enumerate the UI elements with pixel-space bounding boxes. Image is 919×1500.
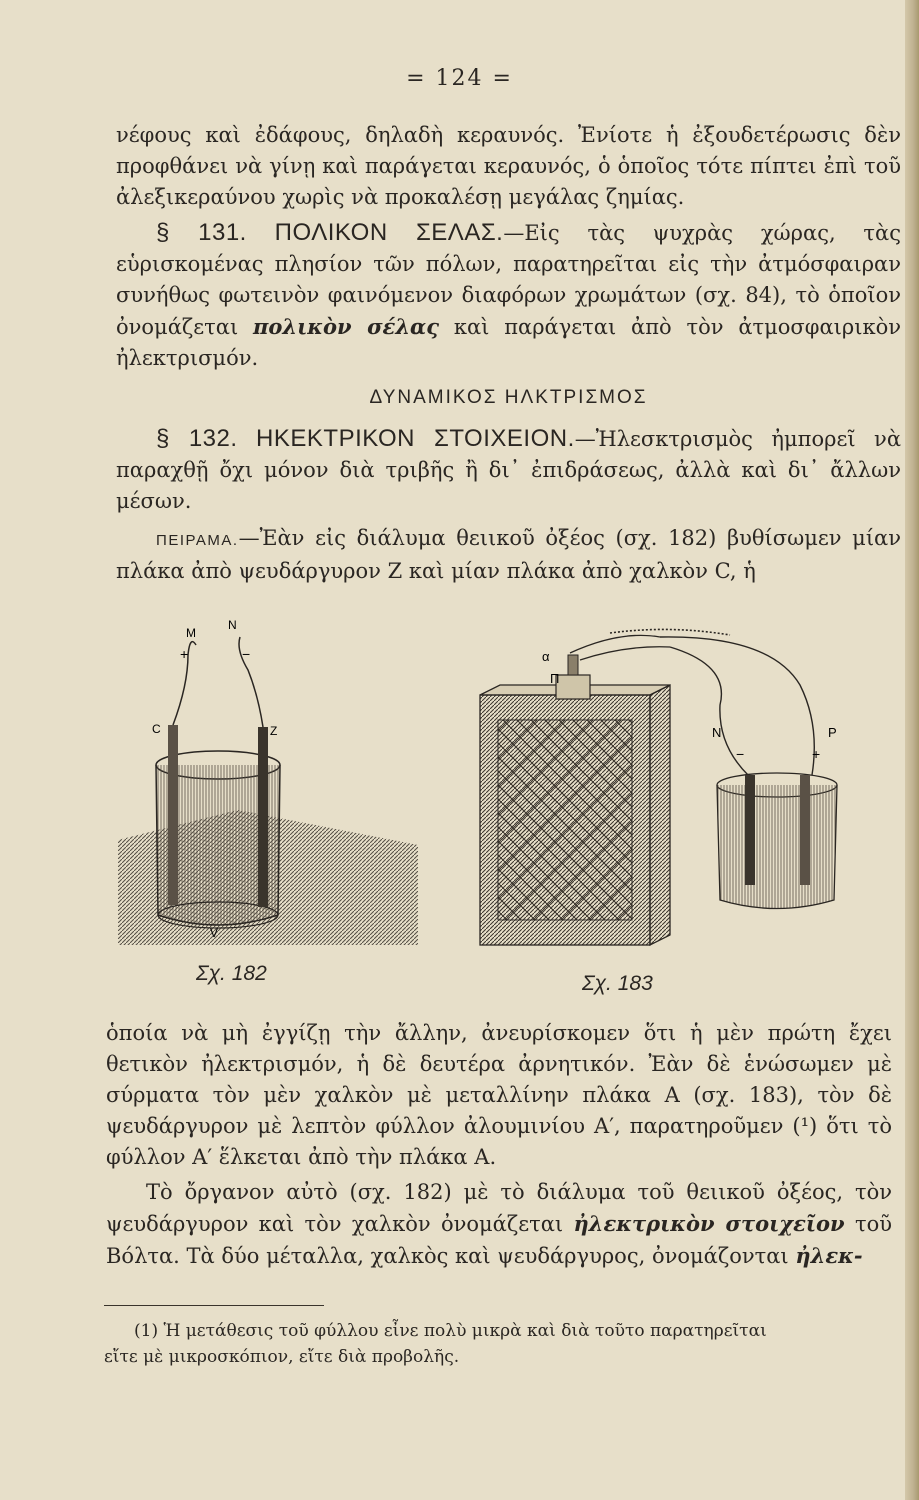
label-plus: + (180, 646, 189, 662)
upper-text (116, 120, 901, 587)
page-edge (905, 0, 919, 1500)
paragraph-volta (106, 1177, 892, 1272)
label-alpha: α (542, 649, 550, 664)
page-number: = 124 = (406, 66, 513, 91)
figure-183-illustration (450, 625, 890, 985)
label-minus: − (242, 646, 251, 662)
section-number-131: § 131. (156, 219, 247, 246)
paragraph-continuation: ὁποία νὰ μὴ ἐγγίζῃ τὴν ἄλλην, ἀνευρίσκομεν ὅτι ἡ μὲν πρώτη ἔχει θετικὸν ἠλεκτρισμόν, ἡ δὲ δευτέρα ἀρνητικόν. Ἐὰν δὲ ἑνώσωμεν μὲ σύρματα τὸν μὲν χαλκὸν μὲ μεταλλίνην πλάκα Α (σχ. 183), τὸν δὲ ψευδάργυρον μὲ λεπτὸν φύλλον ἀλουμινίου Α′, παρατηροῦμεν (¹) ὅτι τὸ φύλλον Α′ ἕλκεται ἀπὸ τὴν πλάκα Α. (106, 1021, 892, 1169)
figure-182-illustration (118, 615, 418, 945)
footnote-rule (104, 1305, 324, 1306)
line: νέφους καὶ ἐδάφους, δηλαδὴ κεραυνός. Ἐνίοτε ἡ ἐξουδετέρωσις δὲν (116, 123, 901, 147)
line: τοῦ ἀλεξικεραύνου χωρὶς νὰ προκαλέσῃ μεγάλας ζημίας. (116, 154, 902, 209)
label-m: M (186, 626, 196, 640)
paragraph-lightning (116, 120, 901, 213)
term-polar-aurora: πολικὸν σέλας (253, 314, 439, 339)
figure-183-caption: Σχ. 183 (582, 972, 653, 995)
volta-text: τοῦ Βόλτα. Τὰ δύο μέταλλα, χαλκὸς καὶ ψευδάργυρος, ὀνομάζονται (106, 1212, 892, 1268)
section-heading: ΔΥΝΑΜΙΚΟΣ ΗΛΚΤΡΙΣΜΟΣ (369, 387, 648, 408)
experiment-text: —Ἐὰν εἰς διάλυμα θειικοῦ ὀξέος (σχ. 182) βυθίσωμεν μίαν πλάκα ἀπὸ ψευδάργυρον Ζ καὶ μίαν πλάκα ἀπὸ χαλκὸν C, ἡ (116, 526, 901, 583)
insulating-plug (556, 675, 590, 699)
copper-plate (168, 725, 178, 905)
label-n: N (228, 618, 237, 632)
line: προφθάνει νὰ γίνῃ καὶ παράγεται κεραυνός, ὁ ὁποῖος τότε πίπτει ἐπὶ (116, 154, 857, 178)
section-title-132: ΗΚΕΚΤΡΙΚΟΝ ΣΤΟΙΧΕΙΟΝ. (256, 425, 575, 452)
term-electric-cell: ἠλεκτρικὸν στοιχεῖον (573, 1211, 845, 1236)
figure-182-caption: Σχ. 182 (196, 962, 267, 985)
paragraph-experiment (116, 523, 901, 587)
label-n: N (712, 725, 722, 740)
label-c: C (152, 722, 161, 736)
label-p: P (828, 725, 837, 740)
voltaic-cell (717, 785, 837, 909)
label-z: Z (270, 724, 278, 738)
wire-mesh-window (498, 720, 632, 920)
section-number-132: § 132. (156, 425, 238, 452)
section-text: καὶ παράγεται ἀπὸ τὸν ἀτμοσφαιρικὸν ἠλεκτρισμόν. (116, 315, 901, 370)
label-pi: Π (550, 671, 560, 686)
label-minus: − (736, 746, 745, 762)
term-electrodes: ἠλεκ- (795, 1243, 863, 1268)
experiment-label: ΠΕΙΡΑΜΑ. (156, 532, 239, 549)
volta-text: Τὸ ὄργανον αὐτὸ (σχ. 182) μὲ τὸ διάλυμα τοῦ θειικοῦ ὀξέος, τὸν ψευδάργυρον καὶ τὸν χαλκὸν ὀνομάζεται (106, 1180, 892, 1236)
section-text: —Εἰς τὰς ψυχρὰς χώρας, τὰς εὑρισκομένας πλησίον τῶν πόλων, παρατηρεῖται εἰς τὴν ἀτμόσφαιραν συνήθως φωτεινὸν φαινόμενον διαφόρων χρωμάτων (σχ. 84), τὸ ὁποῖον ὀνομάζεται (116, 221, 901, 339)
label-plus: + (812, 746, 821, 762)
footnote-line: (1) Ἡ μετάθεσις τοῦ φύλλου εἶνε πολὺ μικρὰ καὶ διὰ τοῦτο παρατηρεῖται (134, 1321, 767, 1341)
footnote (104, 1318, 884, 1370)
label-v: V (210, 926, 219, 940)
lower-text (106, 1018, 892, 1272)
section-text: —Ἠλεσκτρισμὸς ἠμπορεῖ νὰ παραχθῇ ὄχι μόνον διὰ τριβῆς ἢ δι᾿ ἐπιδράσεως, ἀλλὰ καὶ δι᾿ ἄλλων μέσων. (116, 427, 901, 513)
paragraph-131 (116, 217, 901, 374)
footnote-line: εἴτε μὲ μικροσκόπιον, εἴτε διὰ προβολῆς. (104, 1347, 460, 1367)
section-title-131: ΠΟΛΙΚΟΝ ΣΕΛΑΣ. (274, 219, 504, 246)
paragraph-132 (116, 423, 901, 517)
zinc-plate (258, 727, 268, 907)
